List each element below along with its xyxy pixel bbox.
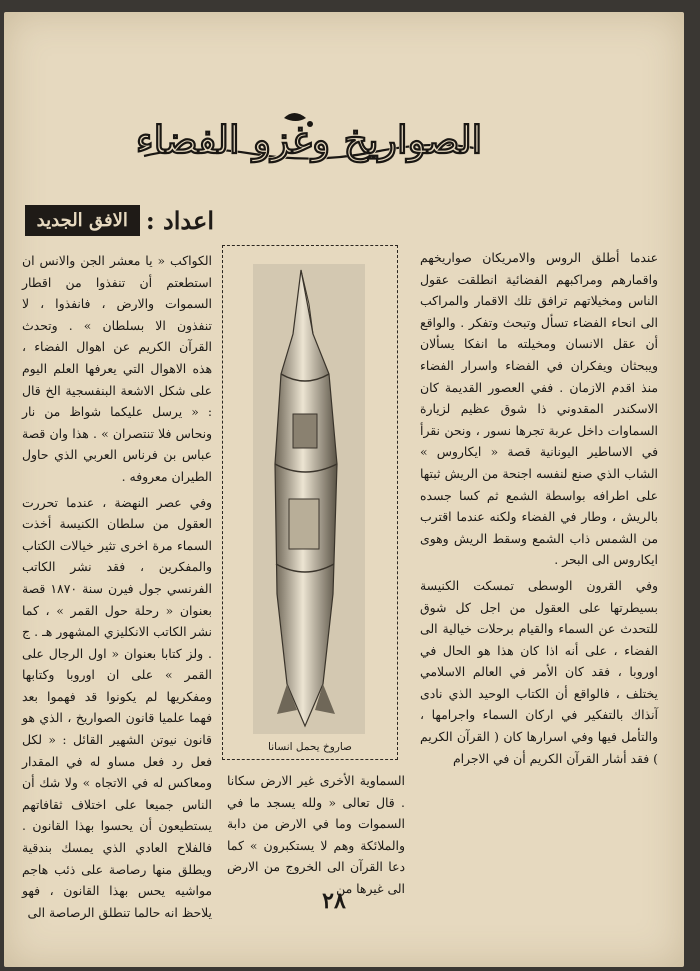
paragraph: الكواكب « يا معشر الجن والانس ان استطعتم أن تنفذوا من اقطار السموات والارض ، فانفذوا ، لا تنفذون الا بسلطان » . وتحدث القرآن الكريم عن اهوال الفضاء ، هذه الاهوال التي يعرفها العلم اليوم على شكل الاشعة البنفسجية الخ قال : « يرسل عليكما شواظ من نار ونحاس فلا تنتصران » . هذا وان قصة عباس بن فرناس العربي الذي حاول الطيران معروفه . [22,253,212,484]
paragraph: وفي عصر النهضة ، عندما تحررت العقول من سلطان الكنيسة أخذت السماء مرة اخرى تثير خيالات الكتاب والمفكرين ، فقد نشر الكاتب الفرنسي جول فيرن سنة ١٨٧٠ قصة بعنوان « رحلة حول القمر » ، كما نشر الكاتب الانكليزي المشهور هـ . ج . ولز كتابا بعنوان « اول الرجال على القمر » على ان اوروبا وكتابها ومفكريها لم يكونوا قد فهموا بعد فهما علميا قانون الصواريخ ، الذي هو قانون نيوتن الشهير القائل : « لكل فعل رد فعل مساو له في المقدار ومعاكس له في الاتجاه » ولا شك أن الناس جميعا على اختلاف ثقافاتهم يستطيعون أن يحسوا بهذا القانون . فالفلاح العادي الذي يمسك بندقية ويطلق منها رصاصة على ذئب هاجم مواشيه يحس بهذا القانون ، فهو يلاحظ انه حالما تنطلق الرصاصة الى [22,494,212,920]
byline-prefix: اعداد : [145,205,214,235]
magazine-page [4,12,684,967]
column-left [22,250,212,927]
column-right [420,247,658,773]
rocket-icon [253,264,365,734]
figure-caption: صاروخ يحمل انسانا [268,741,352,753]
article-title-text: الصواريخ وغزو الفضاء [135,116,483,162]
column-middle [227,770,405,904]
rocket-figure [222,245,398,760]
page-number: ٢٨ [322,888,346,914]
byline-author: الافق الجديد [25,205,140,236]
rocket-photo [253,264,365,734]
paragraph: عندما أطلق الروس والامريكان صواريخهم واقمارهم ومراكبهم الفضائية انطلقت عقول الناس ومخيلاتهم ترافق تلك الاقمار والمراكب الى انحاء الفضاء تسأل وتبحث وتفكر . والواقع أن عقل الانسان ومخيلته ما انفكا يسألان ويبحثان ويفكران في الفضاء واسرار الفضاء منذ اقدم الازمان . ففي العصور القديمة كان الاسكندر المقدوني ذا شوق عظيم لزيارة السماوات داخل عربة تجرها نسور ، ونحن نقرأ في الاساطير اليونانية قصة « ايكاروس » الشاب الذي صنع لنفسه اجنحة من الريش ثبتها على اطرافه بواسطة الشمع ثم كسا جسده بالريش ، وطار في الفضاء ولكنه عندما اقترب من الشمس ذاب الشمع وسقط الريش وهوى ايكاروس الى البحر . [420,250,658,568]
byline [24,202,214,238]
paragraph: وفي القرون الوسطى تمسكت الكنيسة بسيطرتها على العقول من اجل كل شوق للتحدث عن السماء والقيام برحلات خيالية الى الفضاء ، على أنه اذا كان هذا هو الحال في اوروبا ، فقد كان الأمر في العالم الاسلامي يختلف ، فالواقع أن الكتاب الوحيد الذي نادى آنذاك بالتفكير في اركان السماء واجرامها ، والتأمل فيها وفي اسرارها كان ( القرآن الكريم ) فقد أشار القرآن الكريم أن في الاجرام [420,577,658,766]
paragraph: السماوية الأخرى غير الارض سكانا . قال تعالى « ولله يسجد ما في السموات وما في الارض من دابة والملائكة وهم لا يستكبرون » كما دعا القرآن الى الخروج من الارض الى غيرها من [227,773,405,896]
article-title [134,104,484,174]
